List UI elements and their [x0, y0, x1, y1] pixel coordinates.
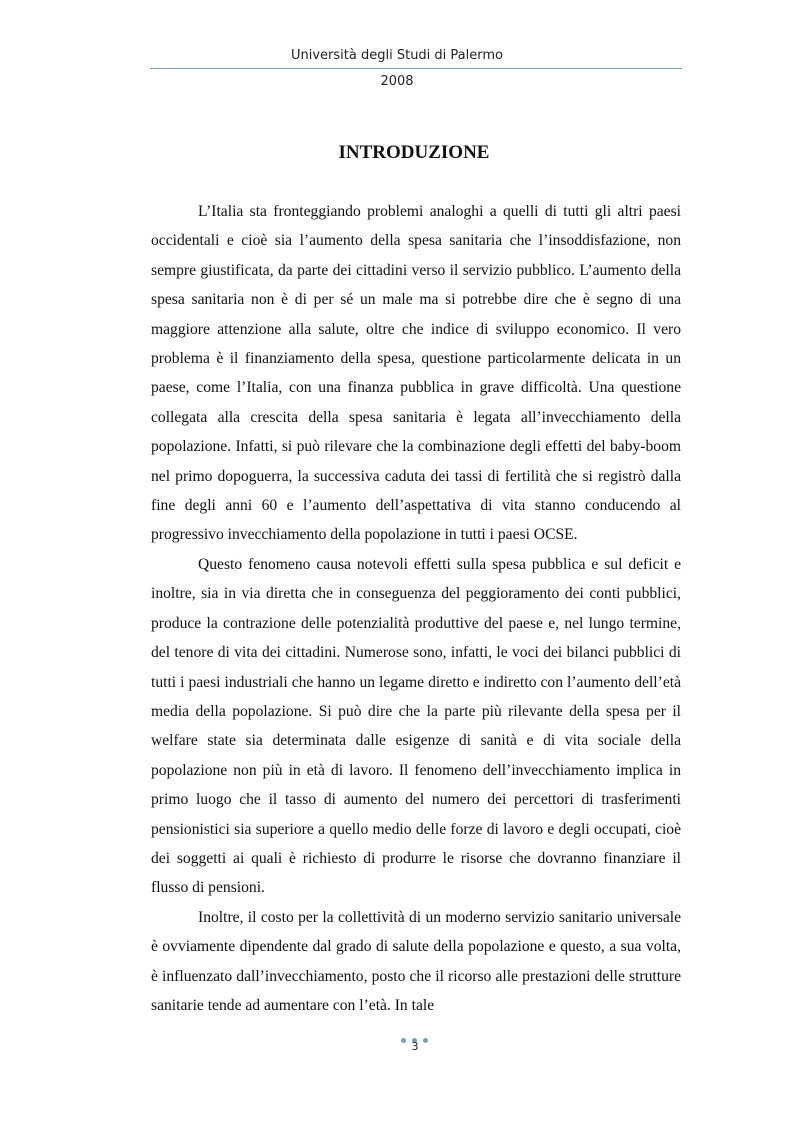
- paragraph-1: L’Italia sta fronteggiando problemi analoghi a quelli di tutti gli altri paesi occidentali e cioè sia l’aumento della spesa sanitaria che l’insoddisfazione, non sempre giustificata, da parte dei cittadini verso il servizio pubblico. L’aumento della spesa sanitaria non è di per sé un male ma si potrebbe dire che è segno di una maggiore attenzione alla salute, oltre che indice di sviluppo economico. Il vero problema è il finanziamento della spesa, questione particolarmente delicata in un paese, come l’Italia, con una finanza pubblica in grave difficoltà. Una questione collegata alla crescita della spesa sanitaria è legata all’invecchiamento della popolazione. Infatti, si può rilevare che la combinazione degli effetti del baby-boom nel primo dopoguerra, la successiva caduta dei tassi di fertilità che si registrò dalla fine degli anni 60 e l’aumento dell’aspettativa di vita stanno conducendo al progressivo invecchiamento della popolazione in tutti i paesi OCSE.: [151, 203, 681, 544]
- section-title: INTRODUZIONE: [338, 142, 490, 163]
- header-year: 2008: [380, 74, 414, 89]
- page-number: 3: [411, 1040, 419, 1053]
- header-institution: Università degli Studi di Palermo: [291, 48, 503, 63]
- paragraph-3: Inoltre, il costo per la collettività di un moderno servizio sanitario universale è ovviamente dipendente dal grado di salute della popolazione e questo, a sua volta, è influenzato dall’invecchiamento, posto che il ricorso alle prestazioni delle strutture sanitarie tende ad aumentare con l’età. In tale: [151, 908, 681, 1014]
- header-rule: [150, 68, 682, 69]
- paragraph-2: Questo fenomeno causa notevoli effetti sulla spesa pubblica e sul deficit e inoltre, sia in via diretta che in conseguenza del peggioramento dei conti pubblici, produce la contrazione delle potenzialità produttive del paese e, nel lungo termine, del tenore di vita dei cittadini. Numerose sono, infatti, le voci dei bilanci pubblici di tutti i paesi industriali che hanno un legame diretto e indiretto con l’aumento dell’età media della popolazione. Si può dire che la parte più rilevante della spesa per il welfare state sia determinata dalle esigenze di sanità e di vita sociale della popolazione non più in età di lavoro. Il fenomeno dell’invecchiamento implica in primo luogo che il tasso di aumento del numero dei percettori di trasferimenti pensionistici sia superiore a quello medio delle forze di lavoro e degli occupati, cioè dei soggetti ai quali è richiesto di produrre le risorse che dovranno finanziare il flusso di pensioni.: [151, 555, 681, 897]
- body-text: [151, 197, 681, 1020]
